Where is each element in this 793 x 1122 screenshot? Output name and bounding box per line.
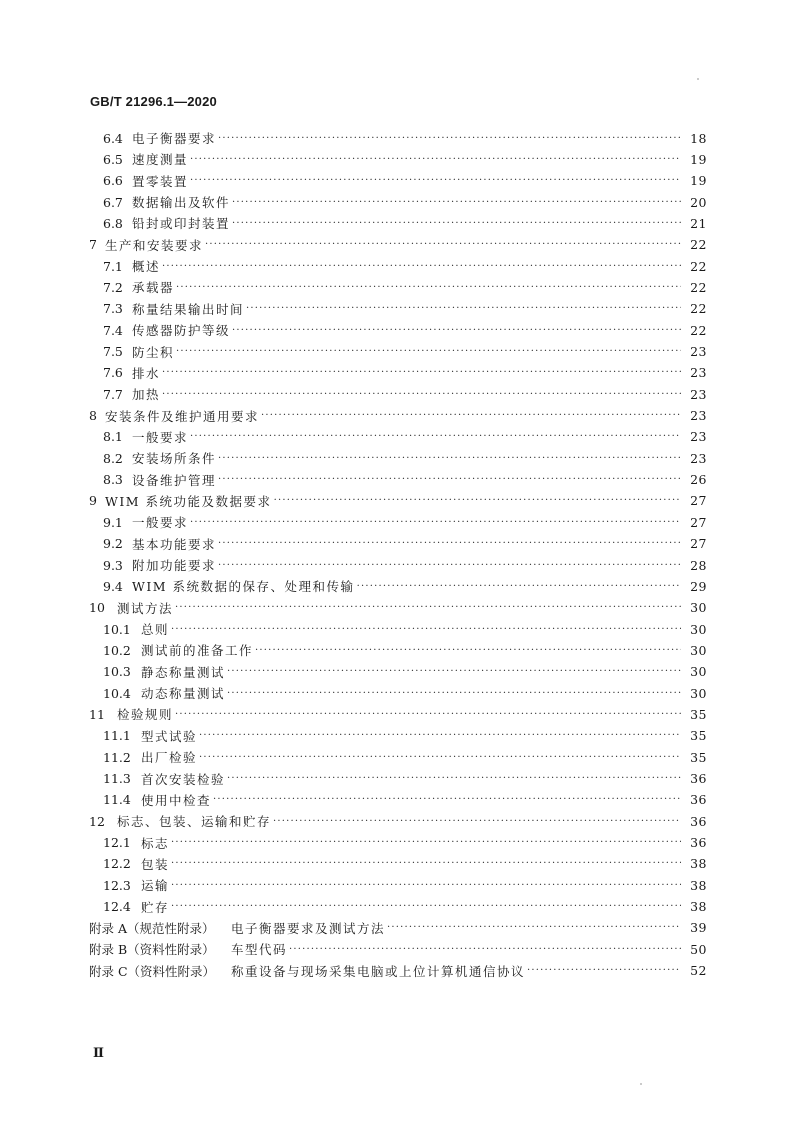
- toc-leader-dots: [205, 239, 681, 250]
- toc-entry-page: 50: [690, 941, 707, 957]
- toc-entry-title: 检验规则: [117, 707, 174, 723]
- toc-entry[interactable]: [103, 213, 707, 233]
- toc-entry-page: 23: [690, 450, 707, 466]
- toc-entry-page: 36: [690, 813, 707, 829]
- toc-entry[interactable]: [103, 299, 707, 319]
- toc-entry-number: 12.3: [103, 877, 131, 893]
- toc-leader-dots: [273, 816, 681, 827]
- toc-entry-page: 52: [690, 963, 707, 979]
- toc-leader-dots: [227, 773, 681, 784]
- toc-entry-number: 7.1: [103, 258, 123, 274]
- toc-leader-dots: [171, 837, 681, 848]
- toc-entry[interactable]: [103, 448, 707, 468]
- toc-entry-number: 10.2: [103, 642, 131, 658]
- toc-entry-title: 测试前的准备工作: [141, 643, 254, 659]
- scan-speck: [697, 78, 699, 80]
- toc-entry-title: 置零装置: [132, 173, 189, 189]
- toc-leader-dots: [387, 922, 681, 933]
- toc-entry-title: 承载器: [132, 280, 175, 296]
- toc-leader-dots: [162, 261, 681, 272]
- toc-entry-title: 运输: [141, 878, 170, 894]
- toc-entry-page: 30: [690, 621, 707, 637]
- toc-entry-page: 22: [690, 301, 707, 317]
- toc-entry[interactable]: [103, 128, 707, 148]
- toc-entry-page: 23: [690, 386, 707, 402]
- toc-leader-dots: [213, 794, 681, 805]
- toc-entry[interactable]: [103, 427, 707, 447]
- toc-entry-page: 23: [690, 344, 707, 359]
- toc-entry-title: 加热: [132, 387, 161, 403]
- toc-entry-page: 19: [690, 173, 707, 189]
- toc-leader-dots: [255, 645, 681, 656]
- toc-entry-title: 总则: [141, 622, 170, 638]
- toc-entry[interactable]: [89, 598, 707, 618]
- toc-entry-number: 12.2: [103, 856, 131, 872]
- toc-leader-dots: [171, 901, 681, 912]
- toc-entry-page: 26: [690, 472, 707, 488]
- toc-leader-dots: [218, 453, 681, 464]
- toc-entry-number: 附录 B（资料性附录）: [89, 942, 215, 958]
- toc-entry-title: 车型代码: [231, 942, 288, 958]
- toc-entry-page: 23: [690, 365, 707, 381]
- toc-leader-dots: [218, 133, 681, 144]
- toc-leader-dots: [527, 965, 681, 976]
- toc-entry-page: 38: [690, 899, 707, 915]
- toc-entry-number: 7.4: [103, 322, 123, 338]
- toc-entry-page: 22: [690, 258, 707, 274]
- toc-leader-dots: [246, 303, 681, 314]
- toc-leader-dots: [227, 666, 681, 677]
- toc-entry-title: 使用中检查: [141, 792, 212, 808]
- toc-entry-title: 传感器防护等级: [132, 323, 231, 339]
- toc-entry[interactable]: [103, 384, 707, 404]
- toc-entry-number: 10.1: [103, 621, 131, 637]
- toc-entry-title: 出厂检验: [141, 750, 198, 766]
- toc-entry-page: 35: [690, 749, 707, 765]
- toc-entry-number: 8.2: [103, 450, 123, 466]
- toc-entry-title: 型式试验: [141, 728, 198, 744]
- toc-entry[interactable]: [103, 769, 707, 789]
- toc-leader-dots: [190, 431, 681, 442]
- toc-leader-dots: [232, 325, 681, 336]
- toc-entry[interactable]: [103, 683, 707, 703]
- toc-entry-number: 12.1: [103, 835, 131, 851]
- toc-entry-number: 11: [89, 706, 105, 722]
- toc-entry[interactable]: [103, 555, 707, 575]
- toc-entry-page: 22: [690, 322, 707, 338]
- toc-leader-dots: [190, 154, 681, 165]
- toc-entry-title: 排水: [132, 365, 161, 381]
- toc-entry-page: 27: [690, 493, 707, 509]
- toc-entry-title: 测试方法: [117, 600, 174, 616]
- toc-leader-dots: [289, 944, 681, 955]
- toc-entry-title: 生产和安装要求: [105, 237, 204, 253]
- toc-entry-title: 概述: [132, 259, 161, 275]
- toc-entry[interactable]: [103, 576, 707, 596]
- toc-entry[interactable]: [89, 939, 707, 959]
- toc-leader-dots: [176, 282, 681, 293]
- toc-entry[interactable]: [89, 918, 707, 938]
- toc-entry-page: 30: [690, 600, 707, 616]
- toc-entry-title: WIM 系统功能及数据要求: [105, 493, 272, 509]
- toc-entry-page: 38: [690, 877, 707, 893]
- toc-leader-dots: [171, 624, 681, 635]
- toc-entry-title: 数据输出及软件: [132, 195, 231, 211]
- toc-entry-number: 6.5: [103, 151, 123, 167]
- toc-entry-title: 设备维护管理: [132, 472, 217, 488]
- toc-entry-page: 28: [690, 557, 707, 573]
- toc-leader-dots: [261, 410, 681, 421]
- toc-entry-page: 36: [690, 835, 707, 851]
- toc-entry-title: 动态称量测试: [141, 686, 226, 702]
- toc-entry[interactable]: [103, 256, 707, 276]
- toc-entry[interactable]: [103, 790, 707, 810]
- toc-entry-title: 电子衡器要求: [132, 131, 217, 146]
- toc-entry-number: 7.2: [103, 279, 123, 295]
- toc-entry-page: 35: [690, 706, 707, 722]
- toc-entry-title: 铅封或印封装置: [132, 216, 231, 232]
- toc-entry-number: 7.3: [103, 301, 123, 317]
- toc-entry-page: 21: [690, 215, 707, 231]
- toc-entry-number: 12.4: [103, 899, 131, 915]
- toc-entry[interactable]: [89, 811, 707, 831]
- toc-entry-page: 23: [690, 408, 707, 424]
- toc-entry-title: 基本功能要求: [132, 536, 217, 552]
- toc-entry-title: 安装条件及维护通用要求: [105, 408, 260, 424]
- toc-entry-title: 安装场所条件: [132, 451, 217, 467]
- toc-entry[interactable]: [89, 704, 707, 724]
- toc-entry-page: 29: [690, 578, 707, 594]
- toc-leader-dots: [218, 474, 681, 485]
- toc-entry-number: 9.3: [103, 557, 123, 573]
- toc-entry[interactable]: [103, 363, 707, 383]
- toc-entry-page: 38: [690, 856, 707, 872]
- page-number: Ⅱ: [93, 1046, 104, 1061]
- toc-leader-dots: [227, 688, 681, 699]
- toc-entry[interactable]: [103, 747, 707, 767]
- toc-entry[interactable]: [103, 149, 707, 169]
- toc-entry-page: 36: [690, 771, 707, 786]
- toc-entry-number: 10.3: [103, 664, 131, 680]
- toc-entry-number: 9.2: [103, 536, 123, 552]
- toc-leader-dots: [218, 538, 681, 549]
- toc-entry[interactable]: [103, 534, 707, 554]
- toc-entry-number: 9.4: [103, 578, 123, 594]
- toc-entry[interactable]: [103, 875, 707, 895]
- toc-entry-title: 速度测量: [132, 152, 189, 168]
- toc-entry-page: 30: [690, 642, 707, 658]
- toc-leader-dots: [162, 367, 681, 378]
- toc-entry-page: 30: [690, 664, 707, 680]
- toc-entry[interactable]: [89, 961, 707, 981]
- toc-entry-page: 22: [690, 279, 707, 295]
- toc-entry[interactable]: [103, 662, 707, 682]
- toc-entry-page: 22: [690, 237, 707, 253]
- toc-entry-number: 7: [89, 237, 97, 253]
- document-number: GB/T 21296.1—2020: [90, 94, 217, 109]
- toc-entry-number: 11.2: [103, 749, 131, 765]
- toc-entry-number: 10.4: [103, 685, 131, 701]
- toc-entry-number: 11.1: [103, 728, 131, 744]
- toc-entry-title: 附加功能要求: [132, 558, 217, 573]
- toc-entry-title: 贮存: [141, 899, 170, 915]
- toc-leader-dots: [176, 346, 681, 357]
- toc-entry-title: 称重设备与现场采集电脑或上位计算机通信协议: [231, 963, 526, 979]
- toc-entry-number: 12: [89, 813, 105, 829]
- toc-entry-title: 包装: [141, 856, 170, 872]
- toc-entry-number: 8.1: [103, 429, 123, 445]
- toc-leader-dots: [218, 560, 681, 571]
- toc-entry-number: 10: [89, 600, 105, 616]
- toc-entry-page: 30: [690, 685, 707, 701]
- toc-entry[interactable]: [89, 406, 707, 426]
- toc-leader-dots: [171, 880, 681, 891]
- toc-entry[interactable]: [103, 342, 707, 362]
- toc-entry-title: WIM 系统数据的保存、处理和传输: [132, 579, 355, 595]
- toc-entry[interactable]: [103, 171, 707, 191]
- toc-leader-dots: [190, 175, 681, 186]
- toc-entry-number: 8: [89, 408, 97, 424]
- toc-entry[interactable]: [103, 470, 707, 490]
- scan-speck: [640, 1083, 642, 1085]
- toc-entry-page: 18: [690, 130, 707, 146]
- toc-entry-title: 静态称量测试: [141, 664, 226, 680]
- toc-leader-dots: [199, 752, 681, 763]
- toc-entry-page: 20: [690, 194, 707, 210]
- toc-leader-dots: [232, 218, 681, 229]
- toc-entry-number: 6.4: [103, 130, 123, 146]
- toc-entry[interactable]: [103, 512, 707, 532]
- toc-entry-number: 6.6: [103, 173, 123, 189]
- toc-entry-page: 27: [690, 514, 707, 530]
- toc-entry-number: 附录 A（规范性附录）: [89, 920, 215, 936]
- toc-entry-page: 27: [690, 536, 707, 552]
- toc-entry-number: 6.7: [103, 194, 123, 210]
- toc-leader-dots: [175, 709, 681, 720]
- toc-entry-number: 9.1: [103, 514, 123, 530]
- toc-entry-page: 36: [690, 792, 707, 808]
- toc-leader-dots: [190, 517, 681, 528]
- toc-entry[interactable]: [103, 897, 707, 917]
- toc-leader-dots: [357, 581, 681, 592]
- toc-entry-page: 35: [690, 728, 707, 744]
- toc-entry-title: 一般要求: [132, 429, 189, 445]
- toc-entry[interactable]: [103, 726, 707, 746]
- toc-entry[interactable]: [103, 320, 707, 340]
- toc-leader-dots: [175, 602, 681, 613]
- toc-entry-title: 防尘积: [132, 344, 175, 360]
- toc-entry-number: 6.8: [103, 215, 123, 231]
- toc-entry-title: 称量结果输出时间: [132, 301, 245, 317]
- toc-entry-page: 23: [690, 429, 707, 445]
- toc-entry-number: 9: [89, 493, 97, 509]
- toc-entry-page: 19: [690, 151, 707, 167]
- toc-leader-dots: [162, 389, 681, 400]
- toc-entry-page: 39: [690, 920, 707, 936]
- toc-entry-title: 首次安装检验: [141, 771, 226, 787]
- toc-entry-title: 标志: [141, 835, 170, 851]
- toc-entry-number: 11.4: [103, 792, 131, 808]
- toc-leader-dots: [171, 858, 681, 869]
- toc-entry[interactable]: [103, 277, 707, 297]
- toc-entry-title: 一般要求: [132, 515, 189, 531]
- toc-entry[interactable]: [103, 192, 707, 212]
- toc-entry-number: 7.7: [103, 386, 123, 402]
- toc-leader-dots: [199, 730, 681, 741]
- toc-entry[interactable]: [89, 235, 707, 255]
- toc-entry[interactable]: [89, 491, 707, 511]
- toc-entry-title: 电子衡器要求及测试方法: [231, 920, 386, 936]
- toc-entry[interactable]: [103, 640, 707, 660]
- toc-leader-dots: [274, 495, 681, 506]
- toc-entry[interactable]: [103, 854, 707, 874]
- toc-entry-number: 11.3: [103, 771, 131, 786]
- toc-entry-number: 7.6: [103, 365, 123, 381]
- toc-entry-number: 8.3: [103, 472, 123, 488]
- toc-entry[interactable]: [103, 619, 707, 639]
- toc-entry[interactable]: [103, 833, 707, 853]
- toc-entry-number: 7.5: [103, 344, 123, 359]
- toc-entry-number: 附录 C（资料性附录）: [89, 963, 216, 979]
- toc-entry-title: 标志、包装、运输和贮存: [117, 814, 272, 830]
- toc-leader-dots: [232, 197, 681, 208]
